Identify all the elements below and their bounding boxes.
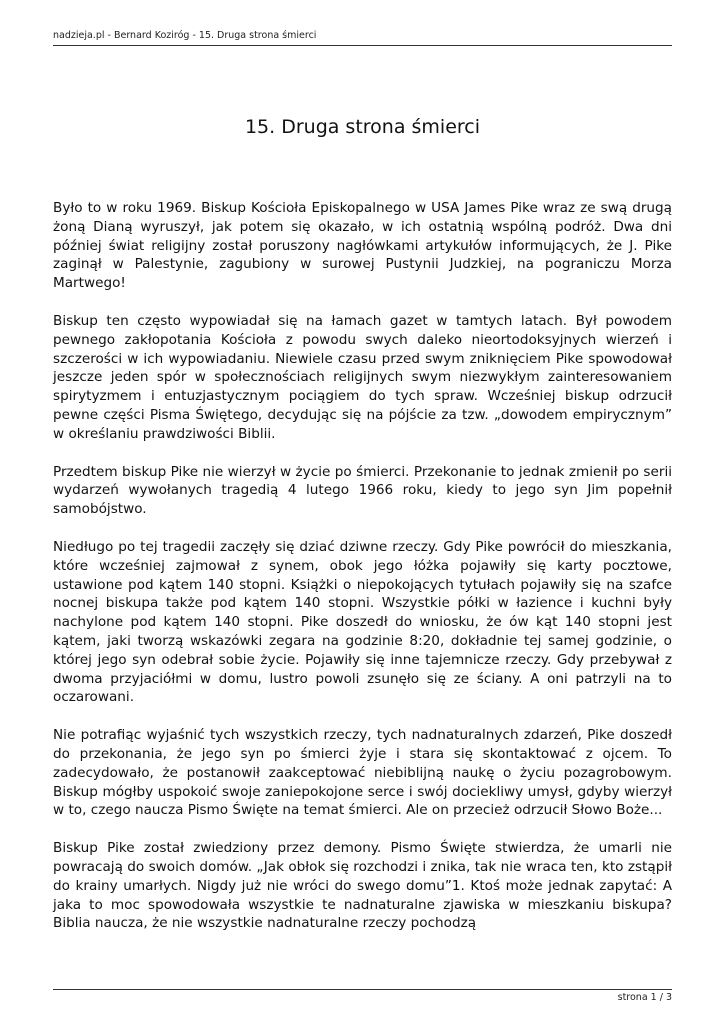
page-title: 15. Druga strona śmierci bbox=[244, 116, 481, 138]
paragraph: Przedtem biskup Pike nie wierzył w życie po śmierci. Przekonanie to jednak zmienił po serii wydarzeń wywołanych tragedią 4 lutego 1966 roku, kiedy to jego syn Jim popełnił samobójstwo. bbox=[53, 463, 672, 518]
article-body bbox=[53, 199, 672, 952]
header-divider bbox=[53, 45, 672, 46]
footer-divider bbox=[53, 989, 672, 990]
paragraph: Biskup Pike został zwiedziony przez demony. Pismo Święte stwierdza, że umarli nie powracają do swoich domów. „Jak obłok się rozchodzi i znika, tak nie wraca ten, kto zstąpił do krainy umarłych. Nigdy już nie wróci do swego domu”1. Ktoś może jednak zapytać: A jaka to moc spowodowała wszystkie te nadnaturalne zjawiska w mieszkaniu biskupa? Biblia naucza, że nie wszystkie nadnaturalne rzeczy pochodzą bbox=[53, 840, 672, 932]
paragraph: Nie potrafiąc wyjaśnić tych wszystkich rzeczy, tych nadnaturalnych zdarzeń, Pike doszedł do przekonania, że jego syn po śmierci żyje i stara się skontaktować z ojcem. To zadecydowało, że postanowił zaakceptować niebiblijną naukę o życiu pozagrobowym. Biskup mógłby uspokoić swoje zaniepokojone serce i swój dociekliwy umysł, gdyby wierzył w to, czego naucza Pismo Święte na temat śmierci. Ale on przecież odrzucił Słowo Boże... bbox=[53, 727, 672, 819]
paragraph: Niedługo po tej tragedii zaczęły się dziać dziwne rzeczy. Gdy Pike powrócił do mieszkania, które wcześniej zajmował z synem, obok jego łóżka pojawiły się karty pocztowe, ustawione pod kątem 140 stopni. Książki o niepokojących tytułach pojawiły się na szafce nocnej biskupa także pod kątem 140 stopni. Wszystkie półki w łazience i kuchni były nachylone pod kątem 140 stopni. Pike doszedł do wniosku, że ów kąt 140 stopni jest kątem, jaki tworzą wskazówki zegara na godzinie 8:20, dokładnie tej samej godzinie, o której jego syn odebrał sobie życie. Pojawiły się inne tajemnicze rzeczy. Gdy przebywał z dwoma przyjaciółmi w domu, lustro powoli zsunęło się ze ściany. A oni patrzyli na to oczarowani. bbox=[53, 538, 672, 706]
paragraph: Było to w roku 1969. Biskup Kościoła Episkopalnego w USA James Pike wraz ze swą drugą żoną Dianą wyruszył, jak potem się okazało, w ich ostatnią wspólną podróż. Dwa dni później świat religijny został poruszony nagłówkami artykułów informujących, że J. Pike zaginął w Palestynie, zagubiony w surowej Pustynii Judzkiej, na pograniczu Morza Martwego! bbox=[53, 200, 672, 292]
paragraph: Biskup ten często wypowiadał się na łamach gazet w tamtych latach. Był powodem pewnego zakłopotania Kościoła z powodu swych daleko nieortodoksyjnych wierzeń i szczerości w ich wypowiadaniu. Niewiele czasu przed swym zniknięciem Pike spowodował jeszcze jeden spór w społecznościach religijnych swym niezwykłym zainteresowaniem spirytyzmem i entuzjastycznym pociągiem do tych spraw. Wcześniej biskup odrzucił pewne części Pisma Świętego, decydując się na pójście za tzw. „dowodem empirycznym” w określaniu prawdziwości Biblii. bbox=[53, 312, 672, 442]
page-header: nadzieja.pl - Bernard Koziróg - 15. Druga strona śmierci bbox=[53, 30, 317, 41]
page-number: strona 1 / 3 bbox=[617, 992, 672, 1003]
